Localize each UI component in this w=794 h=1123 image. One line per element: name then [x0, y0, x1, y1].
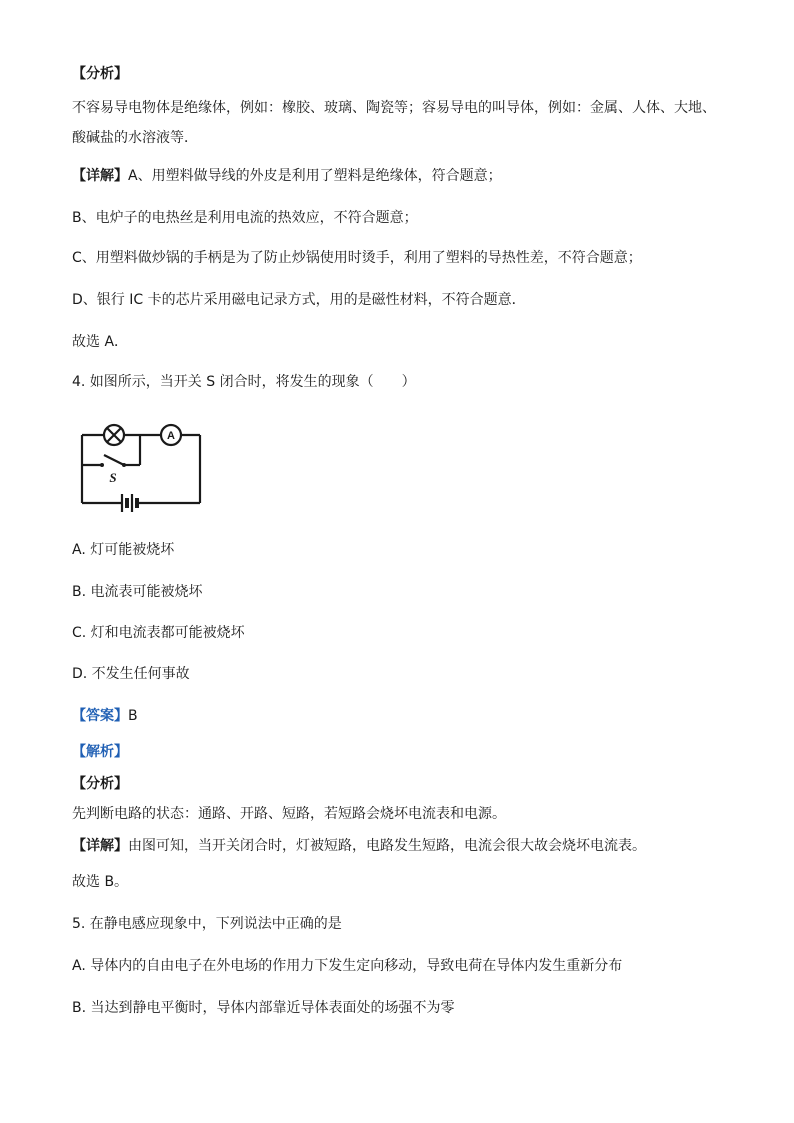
q3-analysis-text-2: 酸碱盐的水溶液等． — [72, 130, 198, 146]
q3-conclusion: 故选 A． — [72, 334, 129, 350]
q4-detail — [72, 836, 646, 856]
switch-contact-right — [122, 463, 126, 467]
q5-option-b: B. 当达到静电平衡时，导体内部靠近导体表面处的场强不为零 — [72, 1000, 455, 1016]
q5-question: 5. 在静电感应现象中，下列说法中正确的是 — [72, 916, 342, 932]
q4-analysis-text: 先判断电路的状态：通路、开路、短路，若短路会烧坏电流表和电源。 — [72, 806, 506, 822]
q4-solution-label: 【解析】 — [72, 744, 128, 760]
switch-label: S — [109, 470, 117, 485]
q4-conclusion: 故选 B。 — [72, 874, 129, 890]
q5-option-a: A. 导体内的自由电子在外电场的作用力下发生定向移动，导致电荷在导体内发生重新分布 — [72, 958, 623, 974]
switch-blade — [104, 455, 124, 465]
ammeter-label: A — [167, 430, 175, 442]
q4-option-d: D. 不发生任何事故 — [72, 666, 190, 682]
q4-option-c: C. 灯和电流表都可能被烧坏 — [72, 625, 245, 641]
q3-detail-label: 【详解】 — [72, 168, 128, 184]
q3-analysis-label: 【分析】 — [72, 66, 128, 82]
q3-detail-a — [72, 166, 502, 186]
q3-detail-d: D、银行 IC 卡的芯片采用磁电记录方式，用的是磁性材料，不符合题意． — [72, 292, 526, 308]
q4-detail-label: 【详解】 — [72, 838, 128, 854]
q4-detail-text: 由图可知，当开关闭合时，灯被短路，电路发生短路，电流会很大故会烧坏电流表。 — [128, 838, 646, 854]
q4-option-a: A. 灯可能被烧坏 — [72, 542, 175, 558]
q3-detail-c: C、用塑料做炒锅的手柄是为了防止炒锅使用时烫手，利用了塑料的导热性差，不符合题意； — [72, 250, 642, 266]
q3-detail-b: B、电炉子的电热丝是利用电流的热效应，不符合题意； — [72, 210, 418, 226]
q4-answer — [72, 706, 138, 726]
q4-answer-value: B — [128, 708, 138, 724]
q4-answer-label: 【答案】 — [72, 708, 128, 724]
q4-option-b: B. 电流表可能被烧坏 — [72, 584, 203, 600]
q4-question: 4. 如图所示，当开关 S 闭合时，将发生的现象（ ） — [72, 374, 416, 390]
q4-analysis-label: 【分析】 — [72, 776, 128, 792]
circuit-diagram — [70, 408, 210, 520]
switch-contact-left — [100, 463, 104, 467]
q3-detail-a-text: A、用塑料做导线的外皮是利用了塑料是绝缘体，符合题意； — [128, 168, 502, 184]
q3-analysis-text-1: 不容易导电物体是绝缘体，例如：橡胶、玻璃、陶瓷等；容易导电的叫导体，例如：金属、人体、大地、 — [72, 100, 716, 116]
